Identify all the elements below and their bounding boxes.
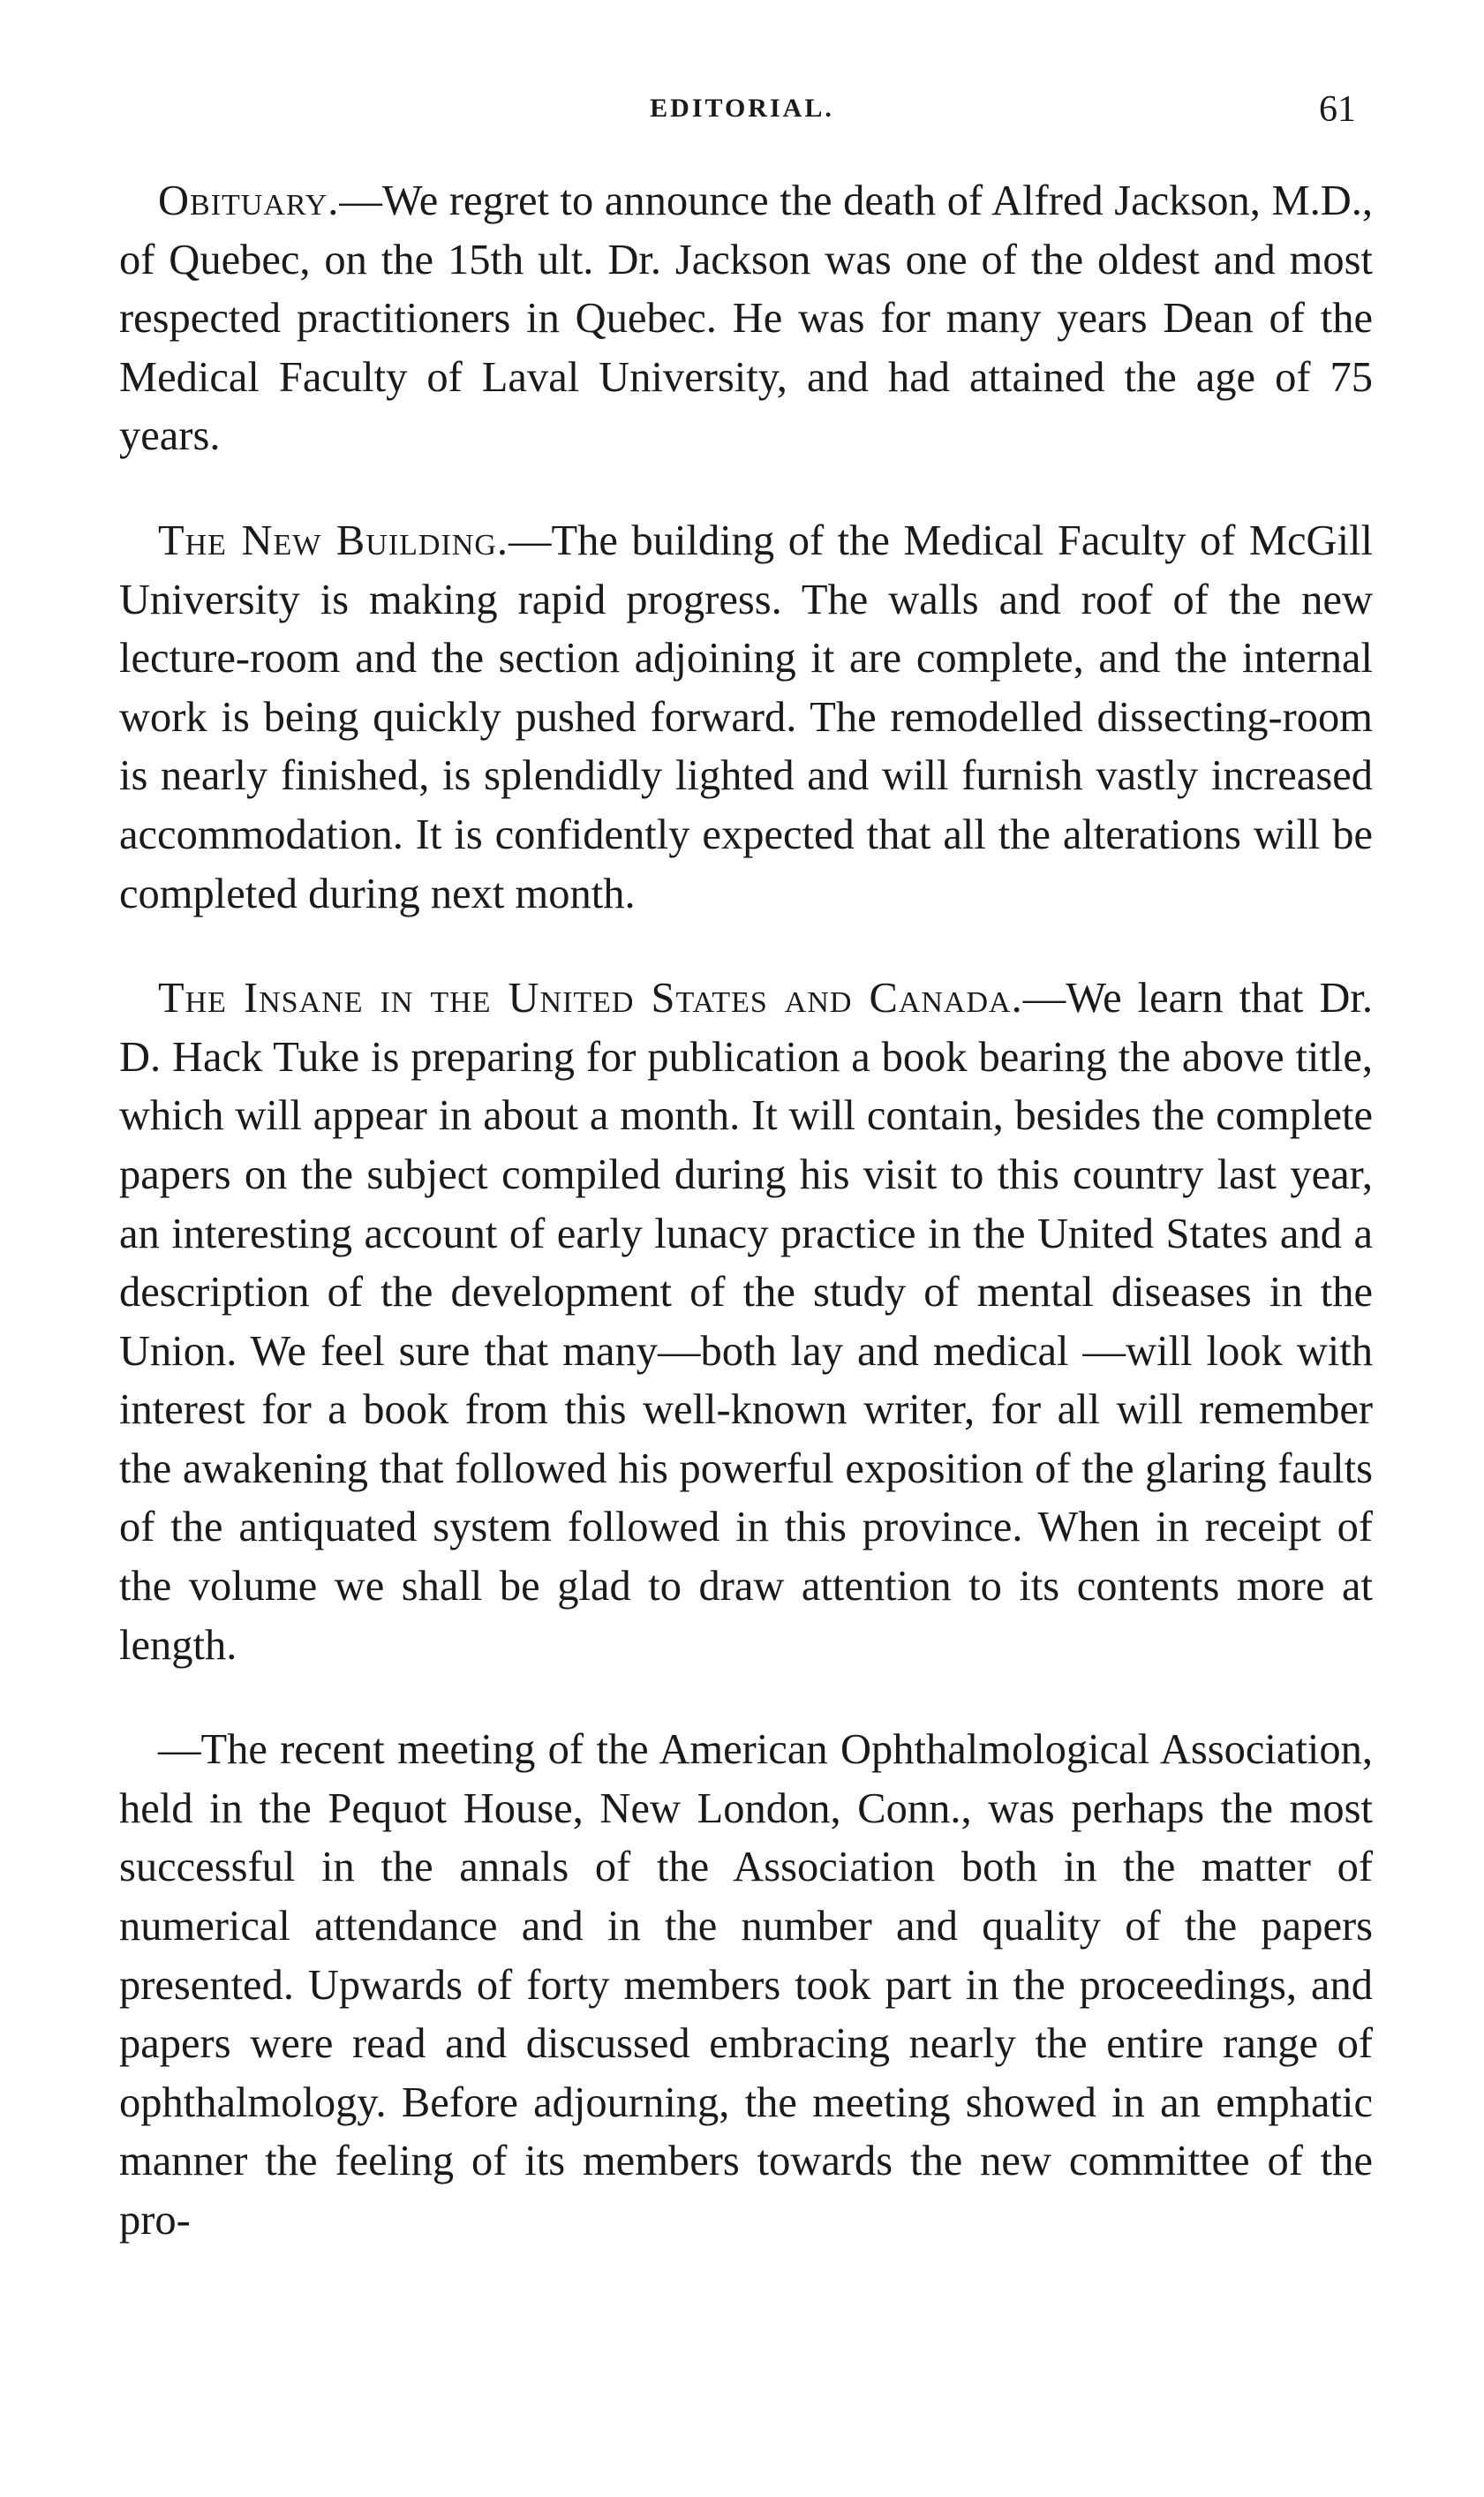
- ophthalmological-paragraph: [119, 1721, 1373, 2250]
- insane-paragraph: [119, 969, 1373, 1675]
- paragraph-lead: The New Building.: [158, 517, 509, 564]
- paragraph-text: —We learn that Dr. D. Hack Tuke is preparing for publication a book bearing the above title, which will appear in about a month. It will contain, besides the complete papers on the subject compiled during his visit to this country last year, an interesting account of early lunacy practice in the United States and a description of the development of the study of mental diseases in the Union. We feel sure that many—both lay and medical —will look with interest for a book from this well-known writer, for all will remember the awakening that followed his powerful exposition of the glaring faults of the antiquated system followed in this province. When in receipt of the volume we shall be glad to draw attention to its contents more at length.: [119, 975, 1373, 1669]
- obituary-paragraph: [119, 172, 1373, 466]
- new-building-paragraph: [119, 512, 1373, 924]
- paragraph-text: —We regret to announce the death of Alfred Jackson, M.D., of Quebec, on the 15th ult. Dr. Jackson was one of the oldest and most respected practitioners in Quebec. He was for many years Dean of the Medical Faculty of Laval University, and had attained the age of 75 years.: [119, 177, 1373, 460]
- paragraph-lead: The Insane in the United States and Canada.: [158, 975, 1023, 1022]
- running-title: EDITORIAL.: [650, 94, 834, 123]
- body-text: [119, 172, 1373, 2297]
- running-head: [119, 88, 1365, 141]
- page-number: 61: [1319, 89, 1356, 130]
- paragraph-lead: Obituary.: [158, 177, 340, 224]
- paragraph-text: —The building of the Medical Faculty of McGill University is making rapid progress. The walls and roof of the new lecture-room and the section adjoining it are complete, and the internal work is being quickly pushed forward. The remodelled dissecting-room is nearly finished, is splendidly lighted and will furnish vastly increased accommodation. It is confidently expected that all the alterations will be completed during next month.: [119, 517, 1373, 917]
- paragraph-text: —The recent meeting of the American Ophthalmological Association, held in the Pequot House, New London, Conn., was perhaps the most successful in the annals of the Association both in the matter of numerical attendance and in the number and quality of the papers presented. Upwards of forty members took part in the proceedings, and papers were read and discussed embracing nearly the entire range of ophthalmology. Before adjourning, the meeting showed in an emphatic manner the feeling of its members towards the new committee of the pro-: [119, 1726, 1373, 2244]
